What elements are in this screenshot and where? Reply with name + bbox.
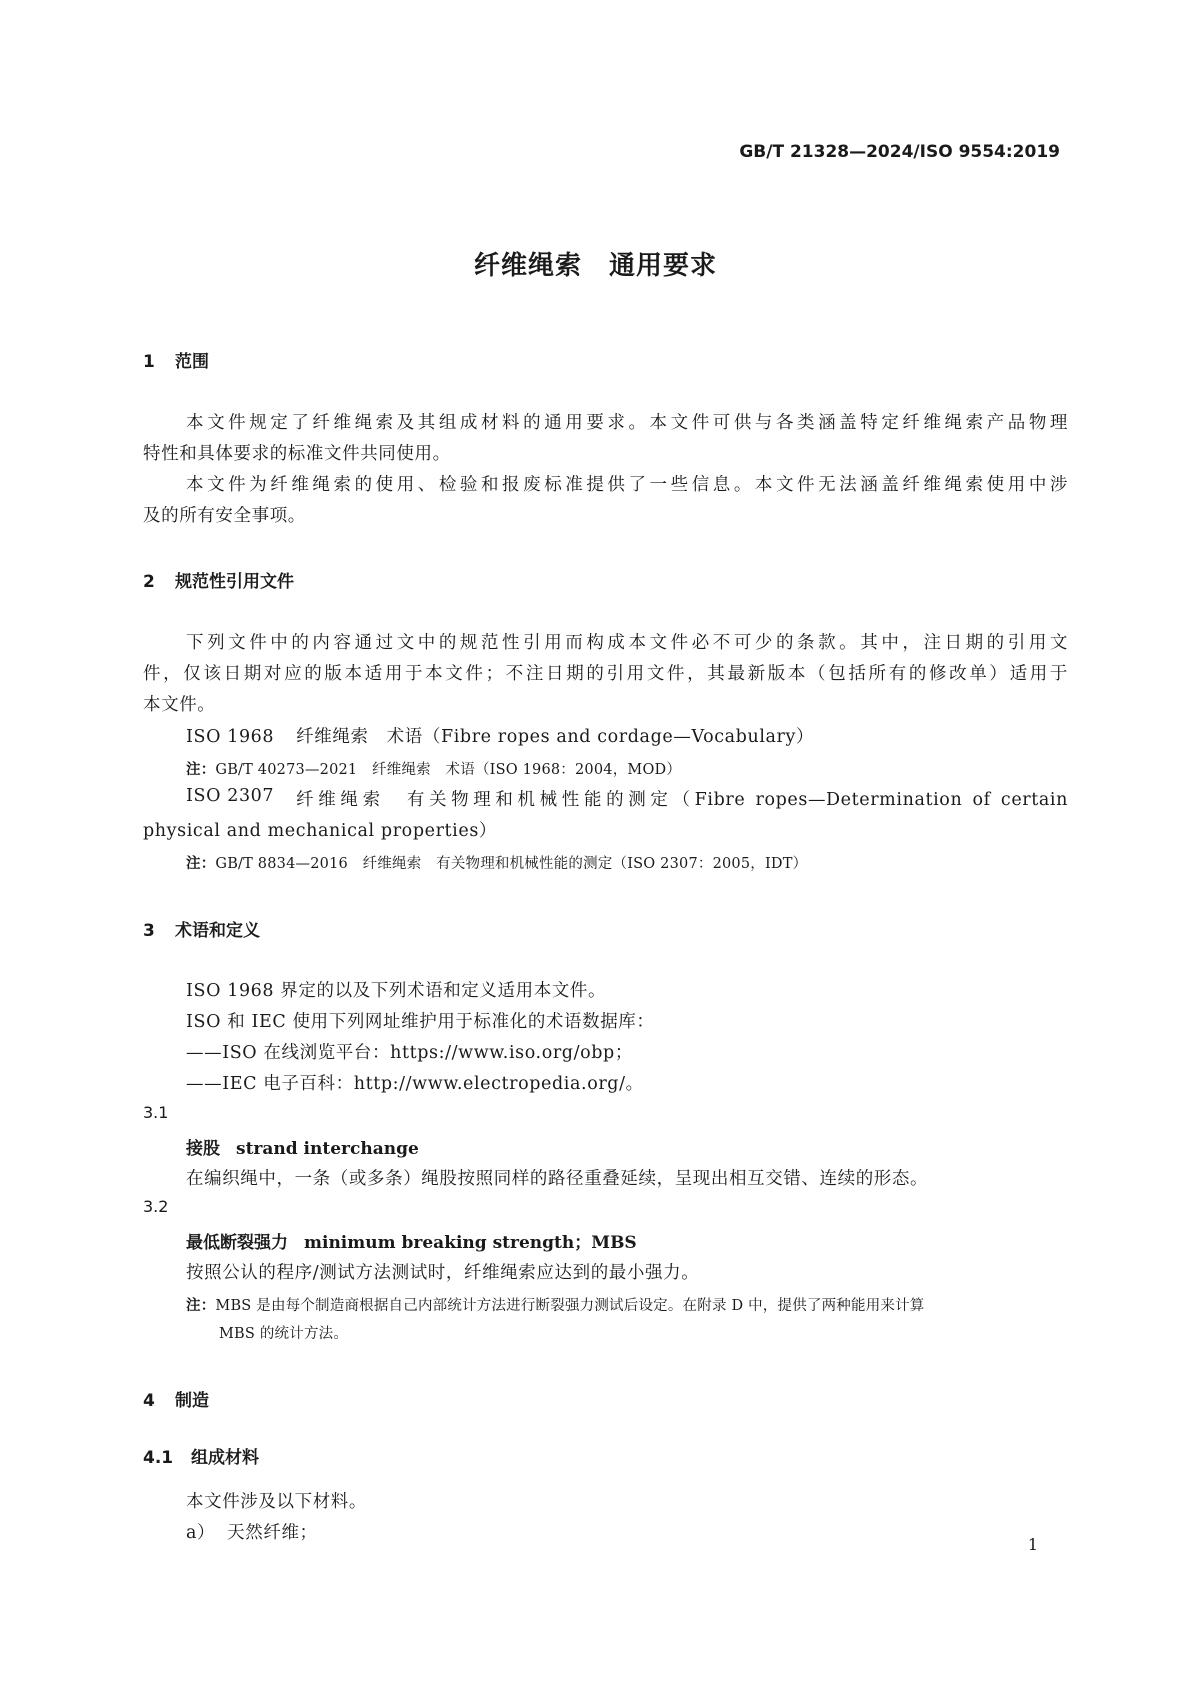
note-text: GB/T 8834—2016 纤维绳索 有关物理和机械性能的测定（ISO 2307：2005，IDT） bbox=[215, 856, 808, 872]
paragraph-line: 本文件规定了纤维绳索及其组成材料的通用要求。本文件可供与各类涵盖特定纤维绳索产品物理 bbox=[186, 413, 1068, 433]
standard-number: GB/T 21328—2024/ISO 9554:2019 bbox=[739, 142, 1060, 162]
section-4-heading bbox=[143, 1386, 209, 1411]
note-text: MBS 是由每个制造商根据自己内部统计方法进行断裂强力测试后设定。在附录 D 中，提供了两种能用来计算 bbox=[215, 1298, 925, 1314]
reference-code: ISO 2307 bbox=[186, 786, 275, 806]
section-title: 术语和定义 bbox=[175, 921, 260, 941]
section-2-heading bbox=[143, 567, 294, 592]
section-title: 制造 bbox=[175, 1391, 209, 1411]
section-title: 组成材料 bbox=[191, 1448, 259, 1468]
paragraph-line: 本文件为纤维绳索的使用、检验和报废标准提供了一些信息。本文件无法涵盖纤维绳索使用中涉 bbox=[186, 475, 1068, 495]
list-item: ——ISO 在线浏览平台：https://www.iso.org/obp； bbox=[186, 1043, 633, 1063]
term-number: 3.1 bbox=[143, 1103, 169, 1122]
normative-reference bbox=[186, 786, 1068, 811]
list-item: ——IEC 电子百科：http://www.electropedia.org/。 bbox=[186, 1074, 644, 1094]
section-number: 2 bbox=[143, 572, 155, 592]
note-label: 注： bbox=[186, 1298, 216, 1314]
term-zh: 接股 bbox=[186, 1139, 220, 1159]
note-text: GB/T 40273—2021 纤维绳索 术语（ISO 1968：2004，MOD） bbox=[215, 762, 682, 778]
term-en: minimum breaking strength；MBS bbox=[304, 1233, 637, 1253]
normative-reference bbox=[186, 723, 814, 748]
section-1-heading bbox=[143, 347, 209, 372]
term-number: 3.2 bbox=[143, 1197, 169, 1216]
term-note bbox=[186, 1294, 925, 1315]
section-number: 4 bbox=[143, 1391, 155, 1411]
paragraph-line: ISO 1968 界定的以及下列术语和定义适用本文件。 bbox=[186, 981, 607, 1001]
paragraph-line: 及的所有安全事项。 bbox=[143, 506, 306, 526]
reference-title: 纤维绳索 有关物理和机械性能的测定（Fibre ropes—Determination of certain bbox=[296, 790, 1068, 810]
section-title: 范围 bbox=[175, 352, 209, 372]
reference-title: 纤维绳索 术语（Fibre ropes and cordage—Vocabulary） bbox=[296, 727, 815, 747]
reference-note bbox=[186, 758, 681, 779]
section-number: 3 bbox=[143, 921, 155, 941]
section-number: 1 bbox=[143, 352, 155, 372]
paragraph-line: 本文件涉及以下材料。 bbox=[186, 1492, 367, 1512]
term-en: strand interchange bbox=[236, 1139, 419, 1159]
term-note-continued: MBS 的统计方法。 bbox=[219, 1326, 349, 1342]
list-item bbox=[186, 1519, 318, 1544]
reference-code: ISO 1968 bbox=[186, 727, 275, 747]
term-entry bbox=[186, 1134, 419, 1159]
note-label: 注： bbox=[186, 856, 216, 872]
reference-note bbox=[186, 852, 807, 873]
document-title: 纤维绳索 通用要求 bbox=[473, 251, 717, 281]
section-number: 4.1 bbox=[143, 1448, 174, 1468]
paragraph-line: 下列文件中的内容通过文中的规范性引用而构成本文件必不可少的条款。其中，注日期的引用文 bbox=[186, 633, 1068, 653]
paragraph-line: physical and mechanical properties） bbox=[143, 821, 498, 841]
paragraph-line: 本文件。 bbox=[143, 695, 216, 715]
paragraph-line: ISO 和 IEC 使用下列网址维护用于标准化的术语数据库： bbox=[186, 1012, 655, 1032]
section-title: 规范性引用文件 bbox=[175, 572, 294, 592]
term-zh: 最低断裂强力 bbox=[186, 1233, 288, 1253]
section-4-1-heading bbox=[143, 1443, 259, 1468]
term-definition: 按照公认的程序/测试方法测试时，纤维绳索应达到的最小强力。 bbox=[186, 1263, 700, 1283]
note-label: 注： bbox=[186, 762, 216, 778]
paragraph-line: 特性和具体要求的标准文件共同使用。 bbox=[143, 444, 451, 464]
section-3-heading bbox=[143, 916, 260, 941]
page-number: 1 bbox=[1027, 1535, 1038, 1554]
list-marker: a） bbox=[186, 1523, 216, 1543]
paragraph-line: 件，仅该日期对应的版本适用于本文件；不注日期的引用文件，其最新版本（包括所有的修改单）适用于 bbox=[143, 664, 1068, 684]
term-definition: 在编织绳中，一条（或多条）绳股按照同样的路径重叠延续，呈现出相互交错、连续的形态。 bbox=[186, 1169, 929, 1189]
list-text: 天然纤维； bbox=[227, 1523, 318, 1543]
term-entry bbox=[186, 1228, 637, 1253]
